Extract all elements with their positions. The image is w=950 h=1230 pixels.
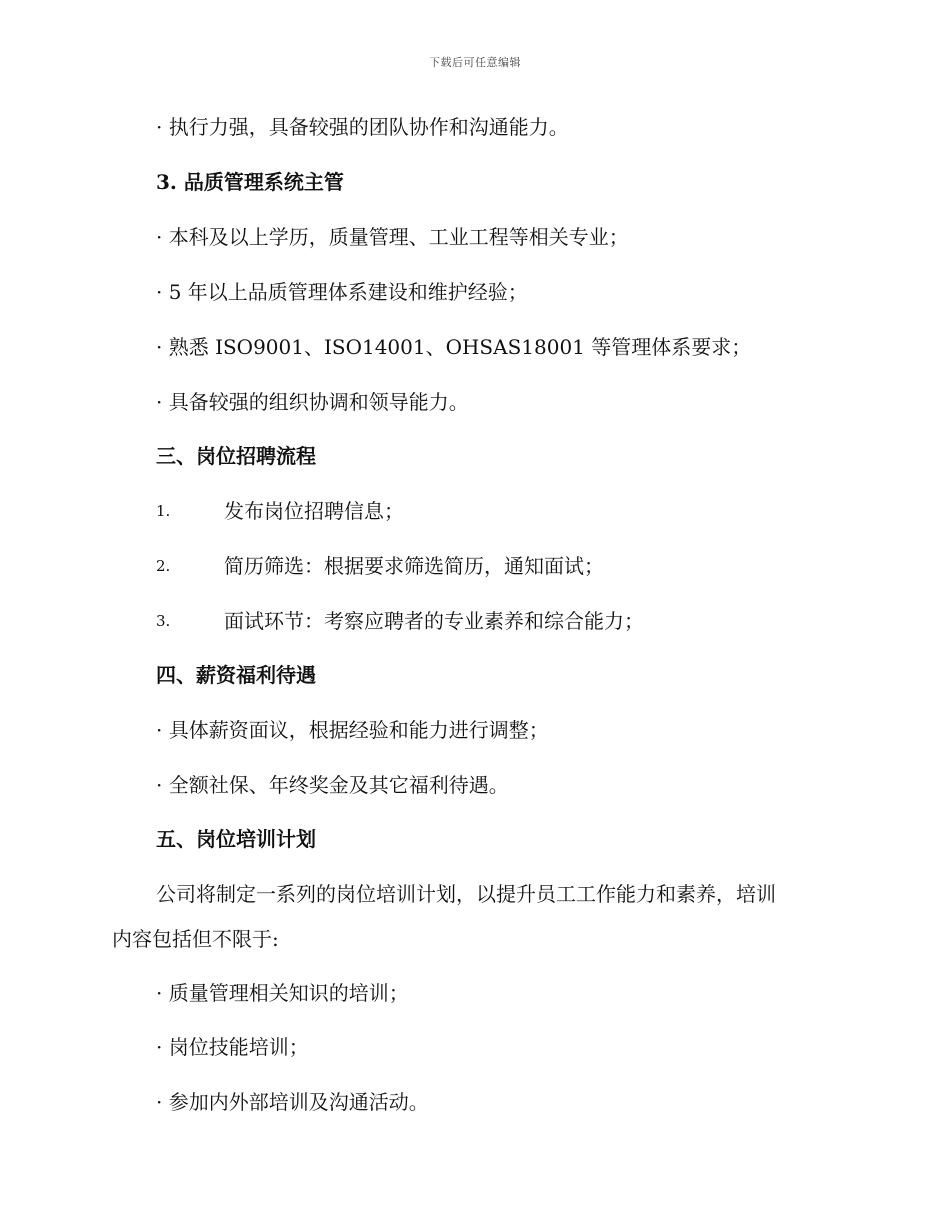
paragraph-training-intro-line2: 内容包括但不限于: [112, 927, 279, 951]
bullet-quality-training: · 质量管理相关知识的培训； [156, 981, 409, 1005]
bullet-salary: · 具体薪资面议，根据经验和能力进行调整； [156, 718, 549, 742]
bullet-internal-external-training: · 参加内外部培训及沟通活动。 [156, 1090, 429, 1114]
bullet-benefits: · 全额社保、年终奖金及其它福利待遇。 [156, 773, 509, 797]
bullet-leadership: · 具备较强的组织协调和领导能力。 [156, 390, 469, 414]
step-number: 3. [156, 612, 171, 630]
section-heading-training-plan: 五、岗位培训计划 [156, 827, 316, 851]
bullet-teamwork: · 执行力强，具备较强的团队协作和沟通能力。 [156, 115, 569, 139]
step-number: 2. [156, 557, 171, 575]
section-heading-compensation: 四、薪资福利待遇 [156, 663, 316, 687]
step-number: 1. [156, 502, 171, 520]
bullet-experience: · 5 年以上品质管理体系建设和维护经验； [156, 280, 528, 304]
section-heading-qms-supervisor: 3. 品质管理系统主管 [156, 170, 344, 194]
paragraph-training-intro-line1: 公司将制定一系列的岗位培训计划，以提升员工工作能力和素养，培训 [156, 882, 776, 906]
step-text: 发布岗位招聘信息； [224, 499, 404, 523]
bullet-skills-training: · 岗位技能培训； [156, 1035, 309, 1059]
step-text: 面试环节：考察应聘者的专业素养和综合能力； [224, 609, 644, 633]
section-heading-recruitment-process: 三、岗位招聘流程 [156, 444, 316, 468]
page-header: 下载后可任意编辑 [429, 56, 521, 69]
bullet-education: · 本科及以上学历，质量管理、工业工程等相关专业； [156, 225, 629, 249]
step-text: 简历筛选：根据要求筛选简历，通知面试； [224, 554, 604, 578]
bullet-iso-standards: · 熟悉 ISO9001、ISO14001、OHSAS18001 等管理体系要求； [156, 335, 752, 359]
